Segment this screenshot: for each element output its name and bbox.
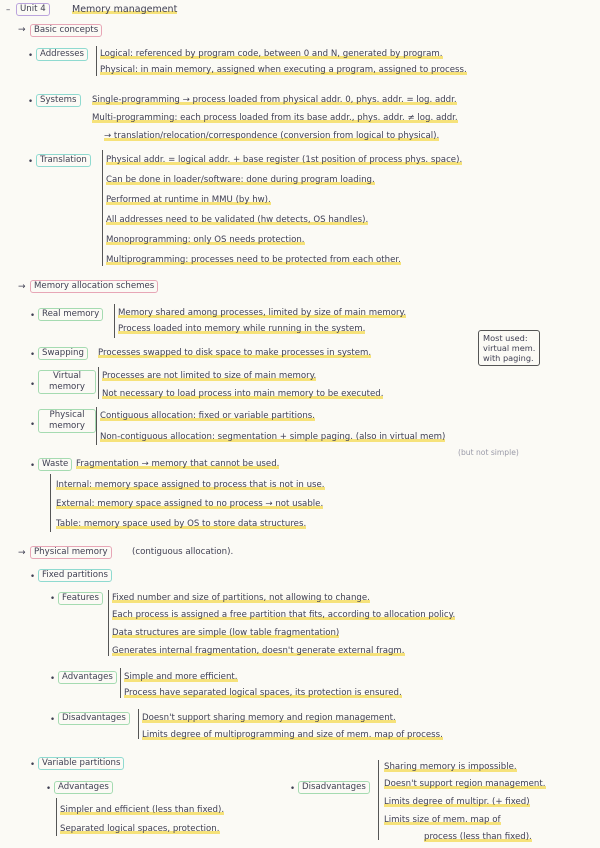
translation-line-3: Performed at runtime in MMU (by hw). <box>106 195 271 205</box>
bracket-line <box>120 668 121 698</box>
features-line-1: Fixed number and size of partitions, not allowing to change. <box>112 593 370 603</box>
real-line-1: Memory shared among processes, limited by size of main memory. <box>118 308 407 318</box>
address-line-2: Physical: in main memory, assigned when executing a program, assigned to process. <box>100 65 467 75</box>
disadvantages-line-2: Limits degree of multiprogramming and size of mem. map of process. <box>142 730 443 740</box>
var-advantages-label: Advantages <box>54 781 113 794</box>
bracket-line <box>96 407 97 445</box>
bracket-line <box>50 474 51 532</box>
fixed-partitions-heading: Fixed partitions <box>38 569 112 582</box>
features-line-2: Each process is assigned a free partition that fits, according to allocation policy. <box>112 610 456 620</box>
bullet-icon: • <box>30 311 36 321</box>
bullet-icon: • <box>290 784 296 794</box>
bullet-icon: • <box>28 157 34 167</box>
allocation-heading: Memory allocation schemes <box>30 280 158 293</box>
advantages-line-2: Process have separated logical spaces, its protection is ensured. <box>124 688 402 698</box>
features-line-3: Data structures are simple (low table fragmentation) <box>112 628 340 638</box>
swapping-label: Swapping <box>38 347 88 360</box>
header-dash: – <box>6 5 11 15</box>
physical-line-1: Contiguous allocation: fixed or variable partitions. <box>100 411 315 421</box>
physical-memory-label: Physical memory <box>38 409 96 433</box>
arrow-icon: → <box>18 25 26 35</box>
var-dis-line-1: Sharing memory is impossible. <box>384 762 517 772</box>
waste-table: Table: memory space used by OS to store data structures. <box>56 519 307 529</box>
bracket-line <box>114 304 115 338</box>
physical-memory-heading: Physical memory <box>30 546 112 559</box>
pencil-note: (but not simple) <box>458 448 519 457</box>
var-adv-line-2: Separated logical spaces, protection. <box>60 824 220 834</box>
arrow-icon: → <box>18 282 26 292</box>
systems-label: Systems <box>36 94 81 107</box>
bullet-icon: • <box>50 715 56 725</box>
real-memory-label: Real memory <box>38 308 103 321</box>
var-dis-line-3: Limits degree of multipr. (+ fixed) <box>384 797 530 807</box>
virtual-line-2: Not necessary to load process into main memory to be executed. <box>102 389 384 399</box>
bullet-icon: • <box>46 784 52 794</box>
bullet-icon: • <box>30 461 36 471</box>
translation-label: Translation <box>36 154 91 167</box>
features-label: Features <box>58 592 103 605</box>
waste-intro: Fragmentation → memory that cannot be used. <box>76 459 280 469</box>
real-line-2: Process loaded into memory while running in the system. <box>118 324 366 334</box>
bullet-icon: • <box>30 420 36 430</box>
bullet-icon: • <box>30 760 36 770</box>
virtual-line-1: Processes are not limited to size of main memory. <box>102 371 317 381</box>
var-disadvantages-label: Disadvantages <box>298 781 370 794</box>
translation-line-4: All addresses need to be validated (hw detects, OS handles). <box>106 215 369 225</box>
swapping-line: Processes swapped to disk space to make processes in system. <box>98 348 372 358</box>
var-dis-line-4: Limits size of mem. map of <box>384 815 501 825</box>
waste-label: Waste <box>38 458 72 471</box>
advantages-label: Advantages <box>58 671 117 684</box>
note-box: Most used: virtual mem. with paging. <box>478 330 540 366</box>
address-line-1: Logical: referenced by program code, between 0 and N, generated by program. <box>100 49 443 59</box>
addresses-label: Addresses <box>36 48 88 61</box>
bullet-icon: • <box>30 572 36 582</box>
bracket-line <box>96 46 97 76</box>
bracket-line <box>108 590 109 656</box>
unit-title: Memory management <box>72 4 178 15</box>
translation-line-5: Monoprogramming: only OS needs protection. <box>106 235 305 245</box>
bullet-icon: • <box>30 380 36 390</box>
bullet-icon: • <box>50 674 56 684</box>
physical-line-2: Non-contiguous allocation: segmentation + simple paging. (also in virtual mem) <box>100 432 446 442</box>
systems-line-1: Single-programming → process loaded from physical addr. 0, phys. addr. = log. addr. <box>92 95 457 105</box>
basic-concepts-heading: Basic concepts <box>30 24 102 37</box>
bracket-line <box>98 367 99 399</box>
translation-line-6: Multiprogramming: processes need to be protected from each other. <box>106 255 401 265</box>
physical-memory-subtitle: (contiguous allocation). <box>132 547 234 557</box>
var-dis-line-5: process (less than fixed). <box>424 832 532 842</box>
unit-label: Unit 4 <box>16 3 50 16</box>
bullet-icon: • <box>50 594 56 604</box>
translation-line-1: Physical addr. = logical addr. + base register (1st position of process phys. space). <box>106 155 463 165</box>
systems-line-3: → translation/relocation/correspondence (conversion from logical to physical). <box>104 131 440 141</box>
variable-partitions-heading: Variable partitions <box>38 757 124 770</box>
bracket-line <box>378 760 379 840</box>
disadvantages-line-1: Doesn't support sharing memory and region management. <box>142 713 396 723</box>
advantages-line-1: Simple and more efficient. <box>124 672 238 682</box>
waste-external: External: memory space assigned to no process → not usable. <box>56 499 324 509</box>
bullet-icon: • <box>30 350 36 360</box>
bracket-line <box>56 798 57 836</box>
disadvantages-label: Disadvantages <box>58 712 130 725</box>
var-adv-line-1: Simpler and efficient (less than fixed). <box>60 805 225 815</box>
translation-line-2: Can be done in loader/software: done during program loading. <box>106 175 375 185</box>
bullet-icon: • <box>28 97 34 107</box>
virtual-memory-label: Virtual memory <box>38 370 96 394</box>
bracket-line <box>102 150 103 266</box>
var-dis-line-2: Doesn't support region management. <box>384 779 546 789</box>
bracket-line <box>138 709 139 739</box>
systems-line-2: Multi-programming: each process loaded from its base addr., phys. addr. ≠ log. addr. <box>92 113 458 123</box>
waste-internal: Internal: memory space assigned to process that is not in use. <box>56 480 325 490</box>
arrow-icon: → <box>18 548 26 558</box>
bullet-icon: • <box>28 51 34 61</box>
features-line-4: Generates internal fragmentation, doesn't generate external fragm. <box>112 646 405 656</box>
